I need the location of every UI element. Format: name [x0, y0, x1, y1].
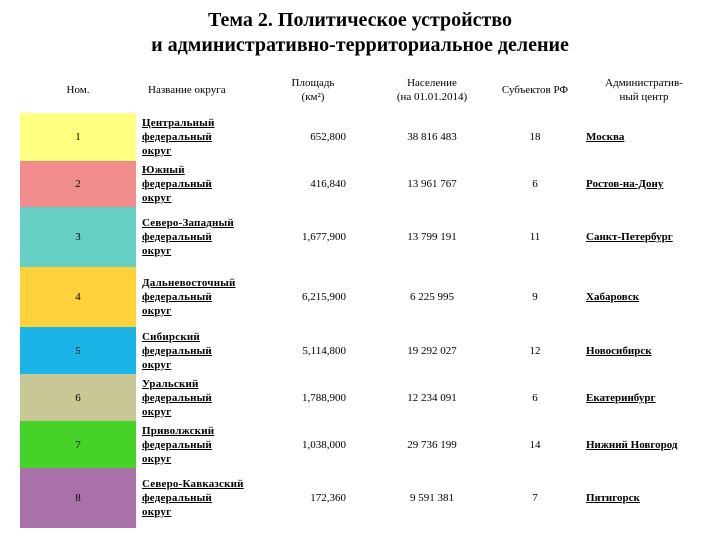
table-row — [20, 113, 710, 161]
district-name-line-3[interactable]: округ — [142, 245, 172, 257]
district-name-line-3[interactable]: округ — [142, 358, 172, 371]
district-population: 13 799 191 — [407, 231, 457, 243]
district-center[interactable] — [578, 327, 710, 374]
district-area: 172,360 — [310, 492, 346, 504]
district-name-line-1[interactable]: Дальневосточный — [142, 277, 236, 289]
header-center — [578, 67, 710, 113]
header-area-line-2: (км²) — [301, 91, 325, 103]
district-name-line-3[interactable]: округ — [142, 452, 172, 465]
table-row — [20, 468, 710, 528]
district-area: 1,788,900 — [302, 391, 346, 404]
row-color-number: 7 — [20, 421, 136, 468]
title-line-1: Тема 2. Политическое устройство — [207, 9, 513, 31]
district-name-line-2[interactable]: федеральный — [142, 131, 212, 143]
header-area — [254, 67, 372, 113]
district-name-line-2[interactable]: федеральный — [142, 438, 212, 451]
district-name-line-3[interactable]: округ — [142, 405, 172, 418]
district-center[interactable] — [578, 207, 710, 267]
district-center-link[interactable]: Санкт-Петербург — [586, 231, 673, 243]
district-name-line-3[interactable]: округ — [142, 305, 172, 317]
district-subjects: 14 — [529, 438, 541, 451]
district-population: 29 736 199 — [407, 438, 457, 451]
district-name[interactable] — [136, 267, 254, 327]
row-color-number: 5 — [20, 327, 136, 374]
district-population: 6 225 995 — [410, 291, 454, 303]
district-name-line-3[interactable]: округ — [142, 145, 172, 157]
district-subjects: 11 — [529, 231, 541, 243]
district-area: 5,114,800 — [302, 344, 346, 357]
header-name: Название округа — [148, 84, 226, 96]
district-population: 12 234 091 — [407, 391, 457, 404]
district-name[interactable] — [136, 468, 254, 528]
district-name-line-1[interactable]: Центральный — [142, 117, 215, 129]
district-name[interactable] — [136, 374, 254, 421]
district-center[interactable] — [578, 468, 710, 528]
district-center-link[interactable]: Новосибирск — [586, 344, 652, 357]
district-center[interactable] — [578, 267, 710, 327]
header-population — [372, 67, 492, 113]
header-center-line-1: Административ- — [605, 77, 683, 89]
district-subjects: 6 — [532, 178, 538, 190]
district-name-line-1[interactable]: Южный — [142, 164, 185, 176]
district-population: 9 591 381 — [410, 492, 454, 504]
table-row — [20, 327, 710, 374]
district-area: 6,215,900 — [302, 291, 346, 303]
district-name-line-2[interactable]: федеральный — [142, 344, 212, 357]
table-row — [20, 207, 710, 267]
district-center[interactable] — [578, 161, 710, 207]
district-name-line-2[interactable]: федеральный — [142, 178, 212, 190]
district-center[interactable] — [578, 421, 710, 468]
row-color-number: 3 — [20, 207, 136, 267]
row-color-number: 8 — [20, 468, 136, 528]
district-name-line-3[interactable]: округ — [142, 192, 172, 204]
row-color-number: 6 — [20, 374, 136, 421]
district-name-line-2[interactable]: федеральный — [142, 492, 212, 504]
header-subjects: Субъектов РФ — [501, 84, 569, 96]
district-name-line-1[interactable]: Сибирский — [142, 330, 200, 343]
district-center-link[interactable]: Пятигорск — [586, 492, 640, 504]
table-row — [20, 267, 710, 327]
slide-title — [0, 8, 720, 58]
district-center-link[interactable]: Хабаровск — [586, 291, 640, 303]
title-line-2: и административно-территориальное деление — [151, 34, 569, 56]
district-name-line-1[interactable]: Северо-Кавказский — [142, 478, 244, 490]
district-name-line-1[interactable]: Северо-Западный — [142, 217, 234, 229]
district-area: 1,038,000 — [302, 438, 346, 451]
district-subjects: 7 — [532, 492, 538, 504]
table-row — [20, 374, 710, 421]
district-subjects: 9 — [532, 291, 538, 303]
district-subjects: 18 — [529, 131, 541, 143]
row-color-number: 1 — [20, 113, 136, 161]
district-subjects: 12 — [529, 344, 541, 357]
district-center-link[interactable]: Екатеринбург — [586, 391, 656, 404]
district-name-line-3[interactable]: округ — [142, 506, 172, 518]
district-area: 652,800 — [310, 131, 346, 143]
district-name[interactable] — [136, 421, 254, 468]
district-population: 13 961 767 — [407, 178, 457, 190]
district-name[interactable] — [136, 327, 254, 374]
header-population-line-2: (на 01.01.2014) — [396, 91, 468, 103]
district-name-line-2[interactable]: федеральный — [142, 391, 212, 404]
district-name-line-1[interactable]: Приволжский — [142, 424, 215, 437]
header-center-line-2: ный центр — [619, 91, 669, 103]
district-center-link[interactable]: Нижний Новгород — [586, 438, 678, 451]
header-area-line-1: Площадь — [291, 77, 335, 89]
district-name[interactable] — [136, 161, 254, 207]
district-center[interactable] — [578, 374, 710, 421]
district-center-link[interactable]: Ростов-на-Дону — [586, 178, 664, 190]
district-name[interactable] — [136, 207, 254, 267]
district-area: 1,677,900 — [302, 231, 346, 243]
table-row — [20, 161, 710, 207]
district-name-line-1[interactable]: Уральский — [142, 377, 199, 390]
district-name-line-2[interactable]: федеральный — [142, 291, 212, 303]
row-color-number: 4 — [20, 267, 136, 327]
districts-table — [20, 67, 710, 528]
district-name-line-2[interactable]: федеральный — [142, 231, 212, 243]
district-population: 38 816 483 — [407, 131, 457, 143]
table-header-row — [20, 67, 710, 113]
district-population: 19 292 027 — [407, 344, 457, 357]
district-area: 416,840 — [310, 178, 346, 190]
table-row — [20, 421, 710, 468]
district-name[interactable] — [136, 113, 254, 161]
header-num: Ном. — [66, 84, 90, 96]
district-subjects: 6 — [532, 391, 538, 404]
district-center-link[interactable]: Москва — [586, 131, 625, 143]
row-color-number: 2 — [20, 161, 136, 207]
header-population-line-1: Население — [407, 77, 457, 89]
district-center[interactable] — [578, 113, 710, 161]
